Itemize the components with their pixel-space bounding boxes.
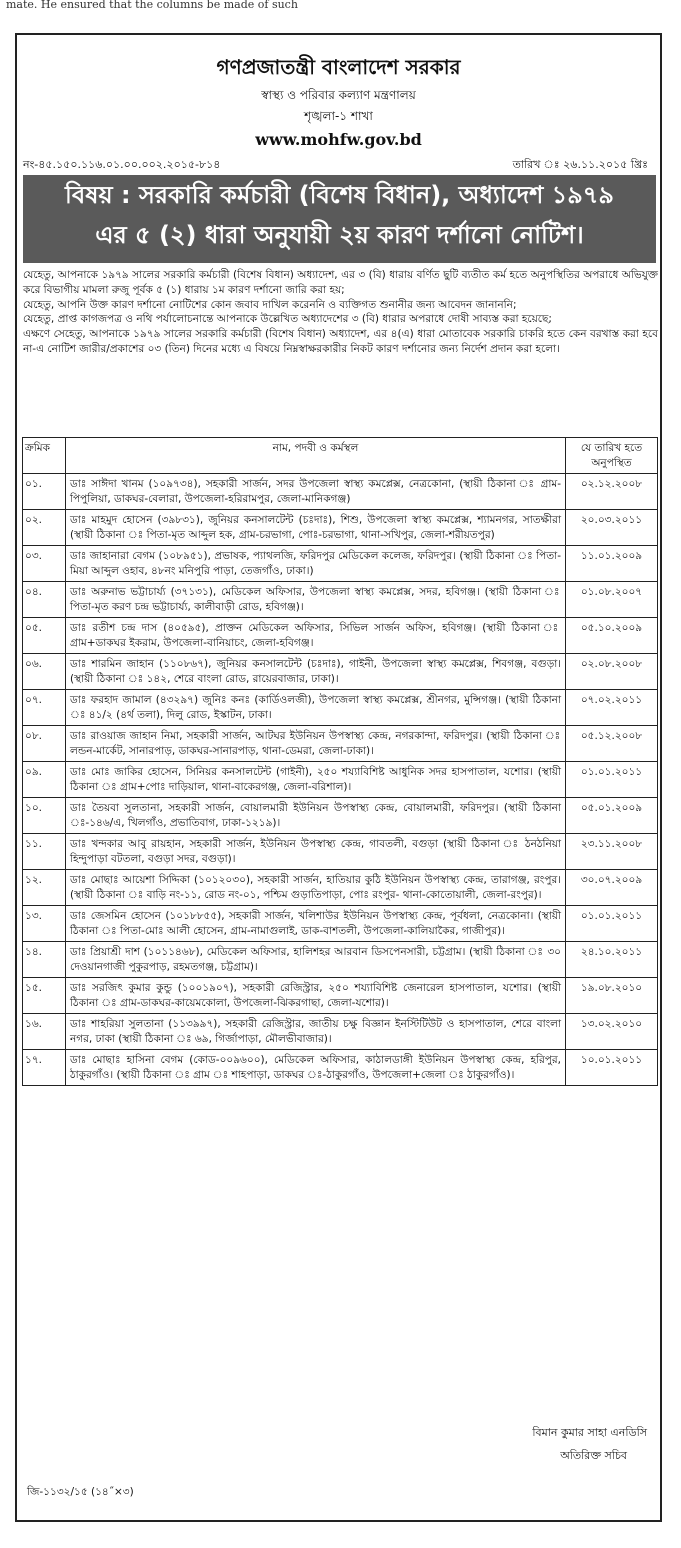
row-details: ডাঃ মাহমুদ হোসেন (৩৯৮৩১), জুনিয়র কনসালটেন্ট (চঃদাঃ), শিশু, উপজেলা স্বাস্থ্য কমপ্লেক্স, শ্যামনগর, সাতক্ষীরা (স্থায়ী ঠিকানা ঃ পিতা-মৃত আব্দুল হক, গ্রাম-চরভাগা, পোঃ-চরভাগা, থানা-সখিপুর, জেলা-শরীয়তপুর) — [66, 510, 566, 545]
row-absent-date: ১৩.০২.২০১০ — [580, 1018, 643, 1030]
table-row — [23, 1049, 657, 1085]
row-details: ডাঃ তৈয়বা সুলতানা, সহকারী সার্জন, বোয়ালমারী ইউনিয়ন উপস্বাস্থ্য কেন্দ্র, বোয়ালমারী, ফরিদপুর। (স্থায়ী ঠিকানা ঃ-১৪৬/এ, খিলগাঁও, প্রভাতিবাগ, ঢাকা-১২১৯)। — [66, 798, 566, 833]
row-details: ডাঃ জাহানারা বেগম (১০৮৯৫১), প্রভাষক, প্যাথলজি, ফরিদপুর মেডিকেল কলেজ, ফরিদপুর। (স্থায়ী ঠিকানা ঃ পিতা- মিয়া আব্দুল ওহাব, ৪৮নং মনিপুরি পাড়া, তেজগাঁও, ঢাকা।) — [66, 546, 566, 581]
row-absent-date: ০৭.০২.২০১১ — [580, 694, 643, 706]
signatory-designation: অতিরিক্ত সচিব — [560, 1449, 627, 1462]
row-absent-date: ০৫.১০.২০০৯ — [580, 622, 643, 634]
row-details: ডাঃ শাহরিয়া সুলতানা (১১৩৯৯৭), সহকারী রেজিস্ট্রার, জাতীয় চক্ষু বিজ্ঞান ইনস্টিটিউট ও হাসপাতাল, শেরে বাংলা নগর, ঢাকা (স্থায়ী ঠিকানা ঃ ৬৯, গির্জাপাড়া, মৌলভীবাজার)। — [66, 1014, 566, 1049]
row-serial: ০৪. — [23, 582, 66, 617]
row-details: ডাঃ মোছাঃ হাসিনা বেগম (কোড-০০৯৬০০), মেডিকেল অফিসার, কাঠালডাঙ্গী ইউনিয়ন উপস্বাস্থ্য কেন্দ্র, হরিপুর, ঠাকুরগাঁও। (স্থায়ী ঠিকানা ঃ গ্রাম ঃ শাহপাড়া, ডাকঘর ঃ-ঠাকুরগাঁও, উপজেলা+জেলা ঃ ঠাকুরগাঁও)। — [66, 1050, 566, 1085]
row-serial: ১৪. — [23, 942, 66, 977]
row-details: ডাঃ রতীশ চন্দ্র দাস (৪০৫৯৫), প্রাক্তন মেডিকেল অফিসার, সিভিল সার্জন অফিস, হবিগঞ্জ। (স্থায়ী ঠিকানা ঃ গ্রাম+ডাকঘর ইকরাম, উপজেলা-বানিয়াচং, জেলা-হবিগঞ্জ। — [66, 618, 566, 653]
row-absent-date: ২৩.১১.২০০৮ — [580, 838, 643, 850]
row-details: ডাঃ মোছাঃ আয়েশা সিদ্দিকা (১০১২০৩০), সহকারী সার্জন, হাতিয়ার কুঠি ইউনিয়ন উপস্বাস্থ্য কেন্দ্র, তারাগঞ্জ, রংপুর। (স্থায়ী ঠিকানা ঃ বাড়ি নং-১১, রোড নং-০১, পশ্চিম গুড়াতিপাড়া, পোঃ রংপুর- থানা-কোতোয়ালী, জেলা-রংপুর)। — [66, 870, 566, 905]
body-paragraph: যেহেতু, আপনি উক্ত কারণ দর্শানো নোটিশের কোন জবাব দাখিল করেননি ও ব্যক্তিগত শুনানীর জন্য আবেদন জানাননি; — [23, 298, 517, 311]
row-absent-date: ২৪.১০.২০১১ — [580, 946, 643, 958]
body-paragraph: যেহেতু, আপনাকে ১৯৭৯ সালের সরকারি কর্মচারী (বিশেষ বিধান) অধ্যাদেশ, এর ৩ (বি) ধারায় বর্ণিত ছুটি ব্যতীত কর্ম হতে অনুপস্থিতির অপরাধে অভিযুক্ত করে বিভাগীয় মামলা রুজু পূর্বক ৫ (১) ধারায় ১ম কারণ দর্শানো জারি করা হয়; — [23, 269, 658, 296]
row-details: ডাঃ খন্দকার আবু রায়হান, সহকারী সার্জন, ইউনিয়ন উপস্বাস্থ্য কেন্দ্র, গাবতলী, বগুড়া (স্থায়ী ঠিকানা ঃ ঠনঠনিয়া হিন্দুপাড়া বটতলা, বগুড়া সদর, বগুড়া)। — [66, 834, 566, 869]
row-absent-date: ৩০.০৭.২০০৯ — [580, 874, 643, 886]
subject-banner — [23, 175, 656, 263]
signatory-name: বিমান কুমার সাহা এনডিসি — [532, 1426, 647, 1439]
subject-line-1: বিষয় : সরকারি কর্মচারী (বিশেষ বিধান), অধ্যাদেশ ১৯৭৯ — [65, 181, 614, 209]
table-header-row — [23, 438, 657, 473]
row-absent-date: ১১.০১.২০০৯ — [580, 550, 643, 562]
government-title: গণপ্রজাতন্ত্রী বাংলাদেশ সরকার — [216, 55, 461, 79]
row-serial: ০৮. — [23, 726, 66, 761]
row-serial: ১০. — [23, 798, 66, 833]
row-absent-date: ০২.১২.২০০৮ — [580, 478, 643, 490]
row-absent-date: ১৯.০৮.২০১০ — [580, 982, 643, 994]
row-absent-date: ০৫.১২.২০০৮ — [580, 730, 643, 742]
table-row — [23, 689, 657, 725]
table-row — [23, 617, 657, 653]
memo-number: নং-৪৫.১৫০.১১৬.০১.০০.০০২.২০১৫-৮১৪ — [23, 158, 221, 171]
row-serial: ০৩. — [23, 546, 66, 581]
row-serial: ১৩. — [23, 906, 66, 941]
row-details: ডাঃ সাঈদা খানম (১০৯৭৩৪), সহকারী সার্জন, সদর উপজেলা স্বাস্থ্য কমপ্লেক্স, নেত্রকোনা, (স্থায়ী ঠিকানা ঃ গ্রাম-পিপুলিয়া, ডাকঘর-বেলারা, উপজেলা-হরিরামপুর, জেলা-মানিকগঞ্জ) — [66, 474, 566, 509]
table-row — [23, 509, 657, 545]
table-row — [23, 653, 657, 689]
row-serial: ০৭. — [23, 690, 66, 725]
row-absent-date: ১০.০১.২০১১ — [580, 1054, 643, 1066]
row-serial: ০৯. — [23, 762, 66, 797]
row-details: ডাঃ প্রিয়াশ্রী দাশ (১০১১৪৬৮), মেডিকেল অফিসার, হালিশহর আরবান ডিসপেনসারী, চট্টগ্রাম। (স্থায়ী ঠিকানা ঃ ৩০ দেওয়ানগাজী পুকুরপাড়, রহমতগঞ্জ, চট্টগ্রাম)। — [66, 942, 566, 977]
notice-date: তারিখ ঃ ২৬.১১.২০১৫ খ্রিঃ — [512, 158, 648, 171]
row-serial: ০৬. — [23, 654, 66, 689]
table-row — [23, 797, 657, 833]
body-paragraph: এক্ষণে সেহেতু, আপনাকে ১৯৭৯ সালের সরকারি কর্মচারী (বিশেষ বিধান) অধ্যাদেশ, এর ৪(এ) ধারা মোতাবেক সরকারি চাকরি হতে কেন বরখাস্ত করা হবে না-এ নোটিশ জারীর/প্রকাশের ০৩ (তিন) দিনের মধ্যে এ বিষয়ে নিম্নস্বাক্ষরকারীর নিকট কারণ দর্শানোর জন্য নির্দেশ প্রদান করা হলো। — [23, 328, 658, 355]
row-absent-date: ০৫.০১.২০০৯ — [580, 802, 643, 814]
row-details: ডাঃ রাওয়াজ জাহান নিমা, সহকারী সার্জন, আটঘর ইউনিয়ন উপস্বাস্থ্য কেন্দ্র, নগরকান্দা, ফরিদপুর। (স্থায়ী ঠিকানা ঃ লন্ডন-মার্কেট, সানারপাড়, ডাকঘর-সানারপাড়, থানা-ডেমরা, জেলা-ঢাকা)। — [66, 726, 566, 761]
row-serial: ১৭. — [23, 1050, 66, 1085]
top-text-fragment: mate. He ensured that the columns be made of such — [6, 0, 298, 10]
subject-line-2: এর ৫ (২) ধারা অনুযায়ী ২য় কারণ দর্শানো নোটিশ। — [95, 221, 584, 249]
row-details: ডাঃ সরজিৎ কুমার কুন্ডু (১০০১৯০৭), সহকারী রেজিস্ট্রার, ২৫০ শয্যাবিশিষ্ট জেনারেল হাসপাতাল, যশোর। (স্থায়ী ঠিকানা ঃ গ্রাম-ডাকঘর-কায়েমকোলা, উপজেলা-ঝিকরগাছা, জেলা-যশোর)। — [66, 978, 566, 1013]
row-absent-date: ০১.০১.২০১১ — [580, 910, 643, 922]
row-serial: ১২. — [23, 870, 66, 905]
row-details: ডাঃ শারমিন জাহান (১১০৮৬৭), জুনিয়র কনসালটেন্ট (চঃদাঃ), গাইনী, উপজেলা স্বাস্থ্য কমপ্লেক্স, শিবগঞ্জ, বগুড়া। (স্থায়ী ঠিকানা ঃ ১৪২, শেরে বাংলা রোড, রায়েরবাজার, ঢাকা)। — [66, 654, 566, 689]
row-absent-date: ০১.০৮.২০০৭ — [580, 586, 643, 598]
notice-frame — [15, 33, 662, 1522]
footer-code: জি-১১৩২/১৫ (১৪˝×৩) — [27, 1486, 134, 1498]
absentee-table — [22, 437, 658, 1086]
table-row — [23, 977, 657, 1013]
row-serial: ১৫. — [23, 978, 66, 1013]
table-row — [23, 545, 657, 581]
website-link[interactable]: www.mohfw.gov.bd — [255, 130, 422, 149]
row-serial: ০৫. — [23, 618, 66, 653]
ministry-name: স্বাস্থ্য ও পরিবার কল্যাণ মন্ত্রণালয় — [261, 88, 416, 102]
row-details: ডাঃ জেসমিন হোসেন (১০১৮৮৫৫), সহকারী সার্জন, খলিশাউর ইউনিয়ন উপস্বাস্থ্য কেন্দ্র, পূর্বধলা, নেত্রকোনা। (স্থায়ী ঠিকানা ঃ পিতা-মোঃ আলী হোসেন, গ্রাম-নামাগুলাই, ডাক-বাশতলী, উপজেলা-কালিয়াকৈর, গাজীপুর)। — [66, 906, 566, 941]
table-row — [23, 833, 657, 869]
row-serial: ১১. — [23, 834, 66, 869]
table-row — [23, 581, 657, 617]
row-absent-date: ০২.০৮.২০০৮ — [580, 658, 643, 670]
row-serial: ০২. — [23, 510, 66, 545]
table-row — [23, 1013, 657, 1049]
table-row — [23, 941, 657, 977]
table-row — [23, 905, 657, 941]
header-details: নাম, পদবী ও কর্মস্থল — [66, 438, 566, 473]
notice-body — [23, 268, 658, 357]
body-paragraph: যেহেতু, প্রাপ্ত কাগজপত্র ও নথি পর্যালোচনান্তে আপনাকে উল্লেখিত অধ্যাদেশের ৩ (বি) ধারার অপরাধে দোষী সাব্যস্ত করা হয়েছে; — [23, 313, 552, 326]
row-details: ডাঃ মোঃ জাকির হোসেন, সিনিয়র কনসালটেন্ট (গাইনী), ২৫০ শয্যাবিশিষ্ট আধুনিক সদর হাসপাতাল, যশোর। (স্থায়ী ঠিকানা ঃ গ্রাম+পোঃ দাড়িয়াল, থানা-বাকেরগঞ্জ, জেলা-বরিশাল)। — [66, 762, 566, 797]
table-row — [23, 869, 657, 905]
branch-name: শৃঙ্খলা-১ শাখা — [304, 109, 373, 123]
row-serial: ০১. — [23, 474, 66, 509]
header-date: যে তারিখ হতে অনুপস্থিত — [580, 442, 643, 469]
row-serial: ১৬. — [23, 1014, 66, 1049]
header-serial: ক্রমিক — [23, 438, 66, 473]
row-absent-date: ২০.০৩.২০১১ — [580, 514, 643, 526]
table-row — [23, 725, 657, 761]
table-row — [23, 473, 657, 509]
row-details: ডাঃ ফরহাদ জামাল (৪৩২৯৭) জুনিঃ কনঃ (কার্ডিওলজী), উপজেলা স্বাস্থ্য কমপ্লেক্স, শ্রীনগর, মুন্সিগঞ্জ। (স্থায়ী ঠিকানা ঃ ৪১/২ (৪র্থ তলা), দিলু রোড, ইস্কাটন, ঢাকা। — [66, 690, 566, 725]
row-details: ডাঃ অরুনাভ ভট্টাচার্য্য (৩৭১৩১), মেডিকেল অফিসার, উপজেলা স্বাস্থ্য কমপ্লেক্স, সদর, হবিগঞ্জ। (স্থায়ী ঠিকানা ঃ পিতা-মৃত করণ চন্দ্র ভট্টাচার্য্য, কালীবাড়ী রোড, হবিগঞ্জ)। — [66, 582, 566, 617]
row-absent-date: ০১.০১.২০১১ — [580, 766, 643, 778]
table-row — [23, 761, 657, 797]
